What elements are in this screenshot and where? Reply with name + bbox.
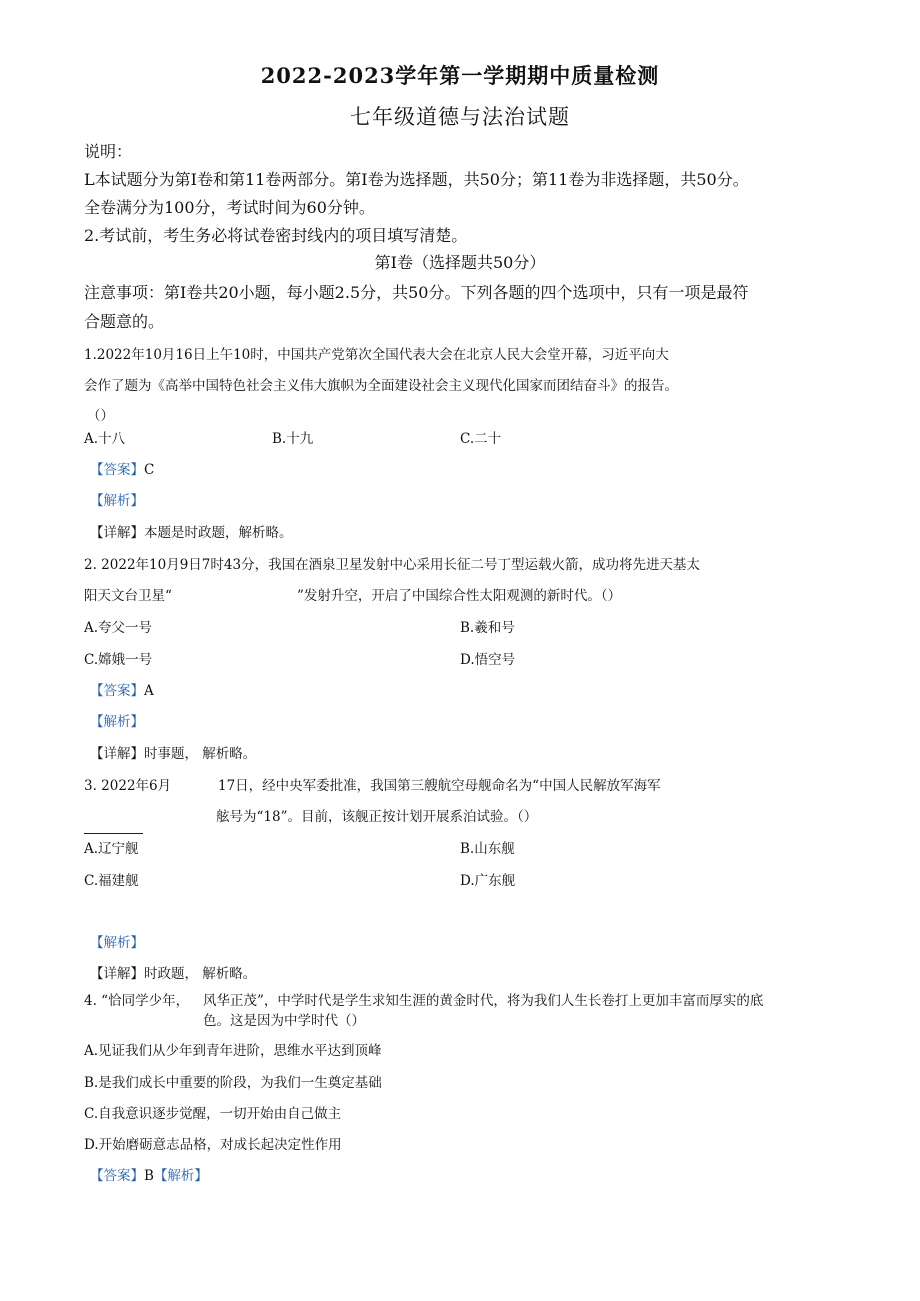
q1-option-b: B.十九 [272,431,314,447]
q2-stem-line-1: 2. 2022年10月9日7时43分，我国在酒泉卫星发射中心采用长征二号丁型运载火箭，成功将先进天基太 [84,557,701,573]
q3-option-d: D.广东舰 [460,873,516,889]
detail-label: 【详解】 [90,525,144,541]
document-title: 2022-2023学年第一学期期中质量检测 [260,63,660,88]
q3-detail [90,962,256,982]
q2-analysis-label: 【解析】 [90,714,144,730]
q3-option-a: A.辽宁舰 [84,841,139,857]
q4-analysis-label: 【解析】 [153,1168,208,1184]
notes-heading: 说明： [84,142,133,161]
section-1-instruction-2: 合题意的。 [84,312,165,331]
q3-analysis-label: 【解析】 [90,935,144,951]
answer-label: 【答案】 [90,462,144,478]
q4-stem-line-1b: 风华正茂”，中学时代是学生求知生涯的黄金时代，将为我们人生长卷打上更加丰富而厚实的底 [203,993,764,1009]
q2-answer-value: A [144,683,154,699]
q1-stem-line-1: 1.2022年10月16日上午10时，中国共产党第次全国代表大会在北京人民大会堂开幕，习近平向大 [84,347,669,363]
q1-option-c: C.二十 [460,431,502,447]
q2-detail [90,742,256,762]
q4-answer [90,1164,208,1184]
q4-option-d: D.开始磨砺意志品格，对成长起决定性作用 [84,1137,342,1153]
q3-stem-line-1b: 17日，经中央军委批准，我国第三艘航空母舰命名为“中国人民解放军海军 [218,778,661,794]
detail-label: 【详解】 [90,746,144,762]
notes-line-3: 2.考试前，考生务必将试卷密封线内的项目填写清楚。 [84,226,468,245]
answer-label: 【答案】 [90,1168,144,1184]
q1-analysis-label: 【解析】 [90,493,144,509]
q1-stem-line-2: 会作了题为《高举中国特色社会主义伟大旗帜为全面建设社会主义现代化国家而团结奋斗》的报告。 [84,378,678,394]
q4-option-c: C.自我意识逐步觉醒，一切开始由自己做主 [84,1106,342,1122]
answer-label: 【答案】 [90,683,144,699]
divider-line [84,833,143,834]
q1-option-a: A.十八 [84,431,126,447]
q2-option-d: D.悟空号 [460,652,516,668]
q4-option-b: B.是我们成长中重要的阶段，为我们一生奠定基础 [84,1075,382,1091]
q3-detail-text: 时政题， 解析略。 [144,966,257,982]
q2-option-c: C.嫦娥一号 [84,652,153,668]
section-1-title: 第I卷（选择题共50分） [374,253,546,272]
q2-stem-line-2b: ”发射升空，开启了中国综合性太阳观测的新时代。（） [297,588,622,604]
q2-option-b: B.羲和号 [460,620,515,636]
q2-answer [90,679,154,699]
detail-label: 【详解】 [90,966,144,982]
q3-stem-line-1a: 3. 2022年6月 [84,778,172,794]
q2-option-a: A.夸父一号 [84,620,153,636]
q4-answer-value: B [144,1168,154,1184]
q2-stem-line-2a: 阳天文台卫星“ [84,588,172,604]
q1-answer [90,458,154,478]
q1-answer-value: C [144,462,155,478]
q1-paren: （） [87,408,114,424]
q3-stem-line-2: 舷号为“18”。目前，该舰正按计划开展系泊试验。（） [216,809,538,825]
q3-option-c: C.福建舰 [84,873,139,889]
q1-detail [90,521,293,541]
document-subtitle: 七年级道德与法治试题 [350,105,570,129]
notes-line-1: L本试题分为第I卷和第11卷两部分。第I卷为选择题，共50分；第11卷为非选择题，共50分。 [84,170,749,189]
q3-option-b: B.山东舰 [460,841,515,857]
notes-line-2: 全卷满分为100分，考试时间为60分钟。 [84,198,375,217]
q4-stem-line-2: 色。这是因为中学时代（） [203,1013,365,1029]
q1-detail-text: 本题是时政题，解析略。 [144,525,293,541]
q2-detail-text: 时事题， 解析略。 [144,746,257,762]
section-1-instruction-1: 注意事项：第I卷共20小题，每小题2.5分，共50分。下列各题的四个选项中，只有一项是最符 [84,283,749,302]
q4-option-a: A.见证我们从少年到青年进阶，思维水平达到顶峰 [84,1043,382,1059]
q4-stem-line-1a: 4. “恰同学少年， [84,993,190,1009]
